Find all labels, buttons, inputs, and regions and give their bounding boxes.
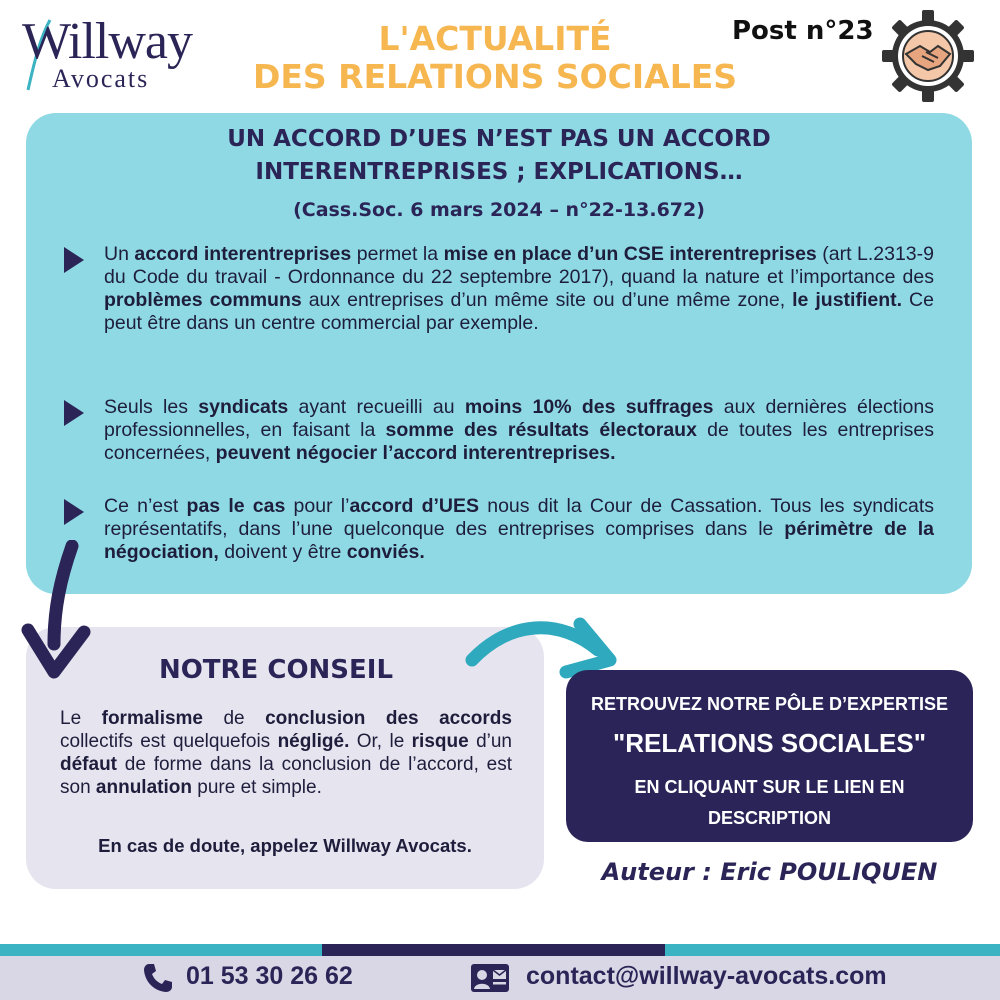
post-number: Post n°23	[732, 16, 874, 46]
footer-bar-segment	[0, 944, 322, 956]
bullet-text: Ce n’est pas le cas pour l’accord d’UES nous dit la Cour de Cassation. Tous les syndicats représentatifs, dans l’une quelconque des entreprises comprises dans le périmètre de la négociation, doivent y être conviés.	[104, 495, 935, 563]
advice-call-to-action: En cas de doute, appelez Willway Avocats.	[98, 835, 472, 856]
author-credit: Auteur : Eric POULIQUEN	[601, 858, 938, 886]
bullet-text: Seuls les syndicats ayant recueilli au moins 10% des suffrages aux dernières élections professionnelles, en faisant la somme des résultats électoraux de toutes les entreprises concernées, peuvent négocier l’accord interentreprises.	[104, 396, 935, 464]
contact-footer	[0, 956, 1000, 1000]
case-reference: (Cass.Soc. 6 mars 2024 – n°22-13.672)	[293, 199, 705, 221]
phone-number[interactable]: 01 53 30 26 62	[186, 962, 353, 990]
article-heading	[26, 123, 972, 189]
bullet-item	[64, 243, 934, 335]
page-title-line1: L'ACTUALITÉ	[378, 19, 612, 58]
page-title	[230, 20, 760, 96]
triangle-bullet-icon	[64, 499, 84, 525]
curved-arrow-down-icon	[10, 540, 110, 680]
article-heading-line2: INTERENTREPRISES ; EXPLICATIONS…	[255, 159, 743, 185]
phone-icon	[142, 962, 174, 994]
bullet-item	[64, 495, 934, 564]
triangle-bullet-icon	[64, 247, 84, 273]
page-title-line2: DES RELATIONS SOCIALES	[252, 57, 738, 96]
triangle-bullet-icon	[64, 400, 84, 426]
willway-logo	[22, 14, 227, 94]
logo-wordmark: Willway	[22, 13, 192, 70]
expertise-instruction-line2: DESCRIPTION	[707, 808, 831, 828]
advice-text: Le formalisme de conclusion des accords collectifs est quelquefois négligé. Or, le risque d’un défaut de forme dans la conclusion de l’accord, est son annulation pure et simple.	[60, 708, 512, 798]
email-address[interactable]: contact@willway-avocats.com	[526, 962, 887, 990]
expertise-line1: RETROUVEZ NOTRE PÔLE D’EXPERTISE	[590, 694, 949, 714]
footer-bar-segment	[322, 944, 665, 956]
advice-title: NOTRE CONSEIL	[158, 655, 394, 685]
expertise-instruction	[566, 772, 973, 834]
handshake-gear-icon	[880, 8, 976, 104]
expertise-name: "RELATIONS SOCIALES"	[612, 728, 927, 758]
expertise-link-box[interactable]	[566, 670, 973, 842]
logo-subtitle: Avocats	[52, 64, 150, 93]
contact-card-icon	[470, 962, 510, 994]
article-heading-line1: UN ACCORD D’UES N’EST PAS UN ACCORD	[227, 126, 771, 152]
footer-bar-segment	[665, 944, 1000, 956]
expertise-instruction-line1: EN CLIQUANT SUR LE LIEN EN	[634, 777, 905, 797]
main-article-panel	[26, 113, 972, 594]
footer-color-bar	[0, 944, 1000, 956]
bullet-text: Un accord interentreprises permet la mise en place d’un CSE interentreprises (art L.2313-9 du Code du travail - Ordonnance du 22 septembre 2017), quand la nature et l’importance des problèmes communs aux entreprises d’un même site ou d’une même zone, le justifient. Ce peut être dans un centre commercial par exemple.	[104, 243, 934, 334]
bullet-item	[64, 396, 934, 465]
